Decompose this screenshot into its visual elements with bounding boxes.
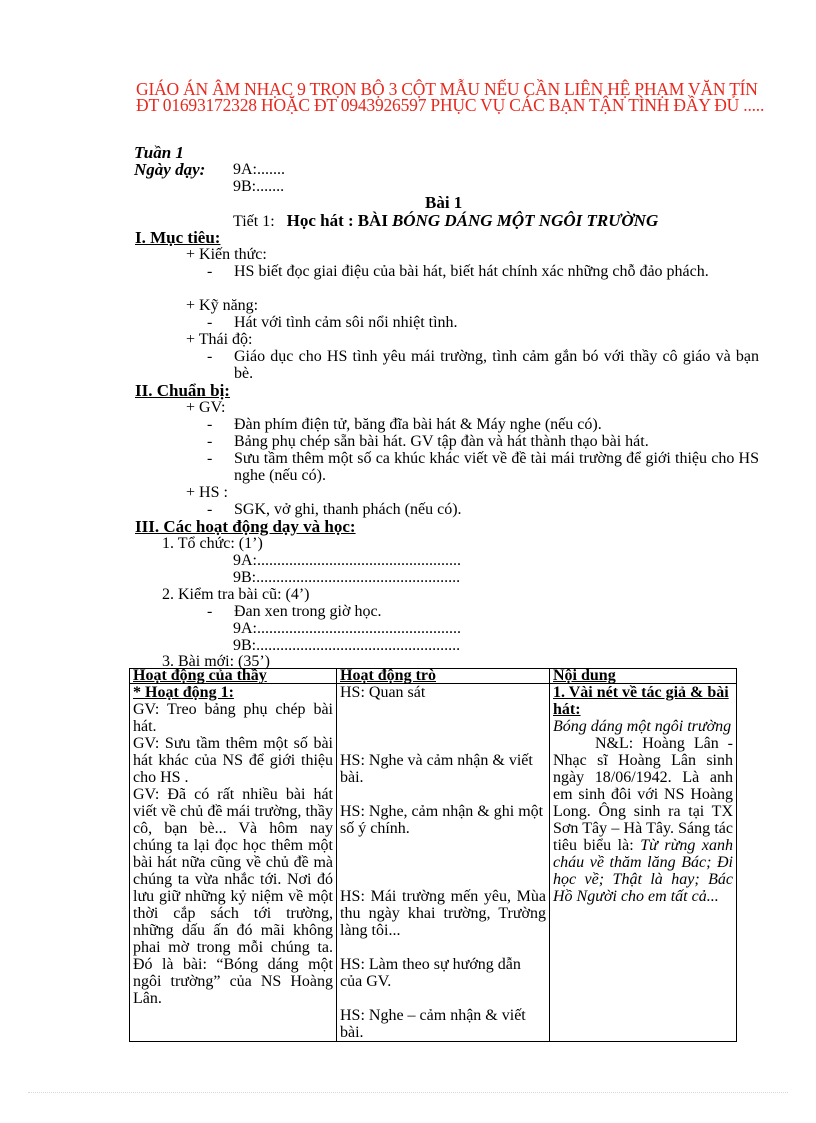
step-new-lesson: 3. Bài mới: (35’) <box>162 653 270 670</box>
content-heading: 1. Vài nét về tác giả & bài hát: <box>553 684 729 718</box>
step-review-9a: 9A:................................................... <box>233 620 461 637</box>
student-step-3: HS: Nghe, cảm nhận & ghi một số ý chính. <box>340 803 544 837</box>
bullet-dash: - <box>207 603 213 620</box>
student-step-5: HS: Làm theo sự hướng dẫn của GV. <box>340 956 521 990</box>
step-review: 2. Kiểm tra bài cũ: (4’) <box>162 586 310 603</box>
teacher-step-3: GV: Đã có rất nhiều bài hát viết về chủ đề mái trường, thầy cô, bạn bè... Và hôm nay chúng ta lại đọc học thêm một bài hát nữa cũng về chủ đề mà chúng ta vừa nhắc tới. Nơi đó lưu giữ những kỷ niệm về một thời cắp sách tới trường, những dấu ấn đó mãi không phai mờ trong mỗi chúng ta. Đó là bài: “Bóng dáng một ngôi trường” của NS Hoàng Lân. <box>133 786 333 1007</box>
section-2-title: II. Chuẩn bị: <box>135 381 230 400</box>
attitude-label: + Thái độ: <box>186 331 253 348</box>
hs-label: + HS : <box>186 484 228 501</box>
skill-text: Hát với tình cảm sôi nổi nhiệt tình. <box>234 314 458 331</box>
section-3-title: III. Các hoạt động dạy và học: <box>135 517 356 536</box>
song-title: BÓNG DÁNG MỘT NGÔI TRƯỜNG <box>391 211 659 230</box>
content-bio: N&L: Hoàng Lân - Nhạc sĩ Hoàng Lân sinh ngày 18/06/1942. Là anh em sinh đôi với NS Hoàng Long. Ông sinh ra tại TX Sơn Tây – Hà Tây. Sáng tác tiêu biểu là: <box>553 735 733 854</box>
bullet-dash: - <box>207 416 213 433</box>
date-label: Ngày dạy: <box>134 160 206 179</box>
student-step-6: HS: Nghe – cảm nhận & viết bài. <box>340 1007 526 1041</box>
class-9a-date: 9A:....... <box>233 161 285 178</box>
period-label: Tiết 1: <box>233 213 275 230</box>
teacher-step-1: GV: Treo bảng phụ chép bài hát. <box>133 701 333 735</box>
bullet-dash: - <box>207 263 213 280</box>
student-step-2: HS: Nghe và cảm nhận & viết bài. <box>340 752 533 786</box>
section-1-title: I. Mục tiêu: <box>135 228 221 247</box>
teacher-cell <box>130 684 337 1042</box>
page-footer-rule <box>28 1092 788 1093</box>
lesson-number: Bài 1 <box>425 193 463 212</box>
gv-item-3: Sưu tầm thêm một số ca khúc khác viết về đề tài mái trường để giới thiệu cho HS nghe (nếu có). <box>234 450 759 484</box>
subject-label: Học hát : <box>286 211 354 230</box>
song-prefix: BÀI <box>357 211 388 230</box>
student-cell <box>337 684 550 1042</box>
bullet-dash: - <box>207 501 213 518</box>
bullet-dash: - <box>207 314 213 331</box>
bullet-dash: - <box>207 450 213 467</box>
hs-item: SGK, vở ghi, thanh phách (nếu có). <box>234 501 462 518</box>
student-step-1: HS: Quan sát <box>340 684 426 701</box>
gv-item-2: Bảng phụ chép sẵn bài hát. GV tập đàn và hát thành thạo bài hát. <box>234 433 649 450</box>
header-content: Nội dung <box>550 669 737 684</box>
table-header-row <box>130 669 737 684</box>
activity-1-title: * Hoạt động 1: <box>133 684 234 701</box>
content-works: Từ rừng xanh cháu về thăm lăng Bác; Đi học về; Thật là hay; Bác Hồ Người cho em tất cả... <box>553 837 733 905</box>
step-review-item: Đan xen trong giờ học. <box>234 603 382 620</box>
attitude-text: Giáo dục cho HS tình yêu mái trường, tình cảm gắn bó với thầy cô giáo và bạn bè. <box>234 348 759 382</box>
bullet-dash: - <box>207 348 213 365</box>
student-step-4: HS: Mái trường mến yêu, Mùa thu ngày khai trường, Trường làng tôi... <box>340 888 546 939</box>
content-body <box>553 735 733 905</box>
lesson-title-line <box>233 212 658 230</box>
table-row <box>130 684 737 1042</box>
content-song-name: Bóng dáng một ngôi trường <box>553 718 732 735</box>
document-banner: GIÁO ÁN ÂM NHẠC 9 TRỌN BỘ 3 CỘT MẪU NẾU CẦN LIÊN HỆ PHẠM VĂN TÍN ĐT 01693172328 HOẶC ĐT 0943926597 PHỤC VỤ CÁC BẠN TẬN TÌNH ĐẦY ĐỦ ..... <box>136 79 765 115</box>
week-label: Tuần 1 <box>134 143 184 162</box>
teacher-step-2: GV: Sưu tầm thêm một số bài hát khác của NS để giới thiệu cho HS . <box>133 735 333 786</box>
knowledge-label: + Kiến thức: <box>186 246 267 263</box>
step-organize: 1. Tổ chức: (1’) <box>162 535 263 552</box>
class-9b-date: 9B:....... <box>233 178 285 195</box>
header-student: Hoạt động trò <box>337 669 550 684</box>
step-organize-9a: 9A:................................................... <box>233 552 461 569</box>
step-organize-9b: 9B:................................................... <box>233 569 461 586</box>
gv-item-1: Đàn phím điện tử, băng đĩa bài hát & Máy nghe (nếu có). <box>234 416 602 433</box>
header-teacher: Hoạt động của thầy <box>130 669 337 684</box>
step-review-9b: 9B:................................................... <box>233 637 461 654</box>
activity-table <box>129 668 737 1042</box>
bullet-dash: - <box>207 433 213 450</box>
skill-label: + Kỹ năng: <box>186 297 259 314</box>
knowledge-text: HS biết đọc giai điệu của bài hát, biết hát chính xác những chỗ đảo phách. <box>234 263 709 280</box>
gv-label: + GV: <box>186 399 226 416</box>
content-cell <box>550 684 737 1042</box>
